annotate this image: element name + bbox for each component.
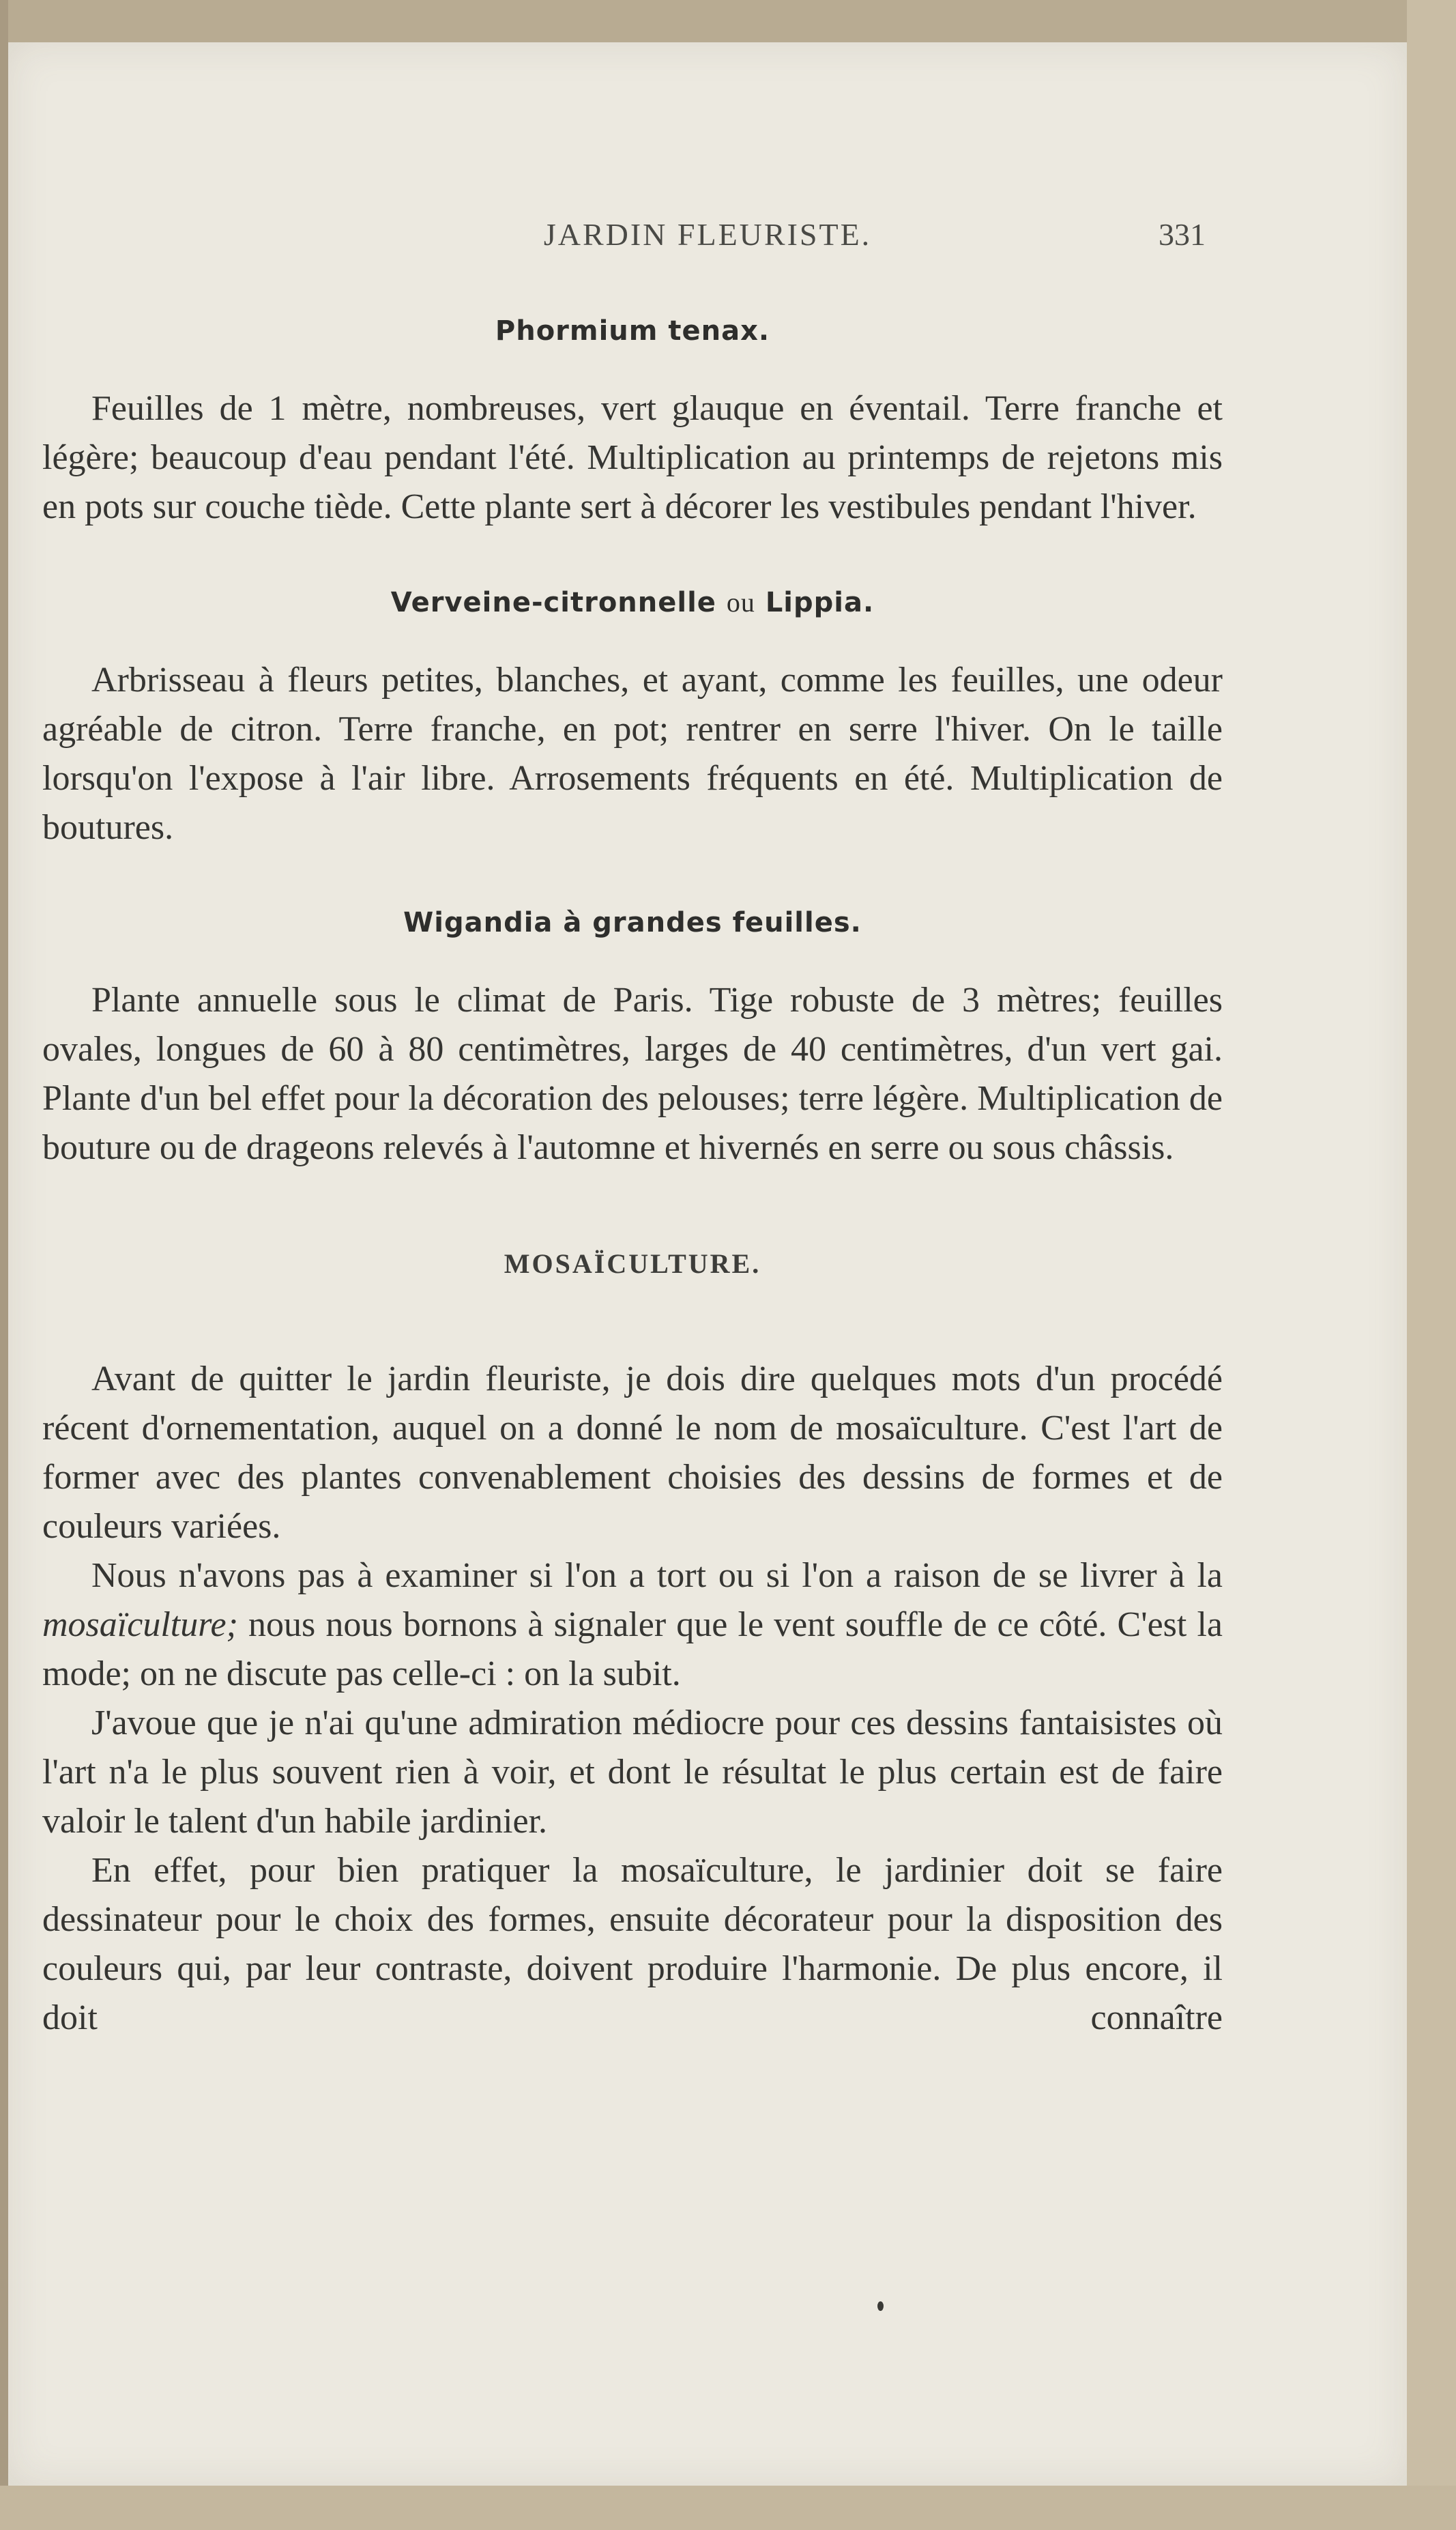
paragraph-mosaic-4: En effet, pour bien pratiquer la mosaïculture, le jardinier doit se faire dessinateur pour le choix des formes, ensuite décorateur pour la disposition des couleurs qui, par leur contraste, doivent produire l'harmonie. De plus encore, il doit connaître: [42, 1851, 1223, 2037]
spacer: [42, 1280, 1223, 1355]
paragraph-mosaic-1: Avant de quitter le jardin fleuriste, je dois dire quelques mots d'un procédé récent d'ornementation, auquel on a donné le nom de mosaïculture. C'est l'art de former avec des plantes convenablement choisies des dessins de formes et de couleurs variées.: [42, 1360, 1223, 1546]
paragraph-mosaic-2: [42, 1551, 1223, 1699]
running-head: [8, 216, 1407, 264]
scan-left-edge: [0, 0, 8, 2530]
page-number: 331: [1159, 217, 1206, 252]
section-title-mosaiculture: MOSAÏCULTURE.: [504, 1248, 761, 1279]
spacer: [42, 1173, 1223, 1248]
paragraph-mosaic-2-end: nous nous bornons à signaler que le vent souffle de ce côté. C'est la mode; on ne discute pas celle-ci : on la subit.: [42, 1605, 1223, 1693]
heading-conjunction: ou: [726, 587, 755, 618]
running-title: JARDIN FLEURISTE.: [543, 217, 872, 252]
paragraph-mosaic-3: J'avoue que je n'ai qu'une admiration médiocre pour ces dessins fantaisistes où l'art n'a le plus souvent rien à voir, et dont le résultat le plus certain est de faire valoir le talent d'un habile jardinier.: [42, 1704, 1223, 1841]
scan-bottom-edge: [0, 2486, 1456, 2530]
spacer: [42, 532, 1223, 586]
page-content: [42, 315, 1223, 2043]
spacer: [42, 852, 1223, 907]
book-page: [8, 42, 1407, 2486]
paragraph-mosaic-2-start: Nous n'avons pas à examiner si l'on a tort ou si l'on a raison de se livrer à la: [91, 1556, 1223, 1595]
emphasis-mosaiculture: mosaïculture;: [42, 1605, 238, 1644]
section-heading-verveine: [42, 586, 1223, 618]
heading-part-lippia: Lippia.: [765, 587, 875, 618]
section-heading-phormium: Phormium tenax.: [495, 315, 770, 347]
paragraph-wigandia: Plante annuelle sous le climat de Paris. Tige robuste de 3 mètres; feuilles ovales, longues de 60 à 80 centimètres, larges de 40 centimètres, d'un vert gai. Plante d'un bel effet pour la décoration des pelouses; terre légère. Multiplication de bouture ou de drageons relevés à l'automne et hivernés en serre ou sous châssis.: [42, 981, 1223, 1167]
paragraph-phormium: Feuilles de 1 mètre, nombreuses, vert glauque en éventail. Terre franche et légère; beaucoup d'eau pendant l'été. Multiplication au printemps de rejetons mis en pots sur couche tiède. Cette plante sert à décorer les vestibules pendant l'hiver.: [42, 389, 1223, 526]
ink-speck: [877, 2301, 884, 2311]
heading-part-verveine: Verveine-citronnelle: [390, 587, 716, 618]
section-heading-wigandia: Wigandia à grandes feuilles.: [403, 907, 862, 938]
scan-right-edge: [1407, 0, 1456, 2530]
paragraph-verveine: Arbrisseau à fleurs petites, blanches, et ayant, comme les feuilles, une odeur agréable de citron. Terre franche, en pot; rentrer en serre l'hiver. On le taille lorsqu'on l'expose à l'air libre. Arrosements fréquents en été. Multiplication de boutures.: [42, 661, 1223, 847]
